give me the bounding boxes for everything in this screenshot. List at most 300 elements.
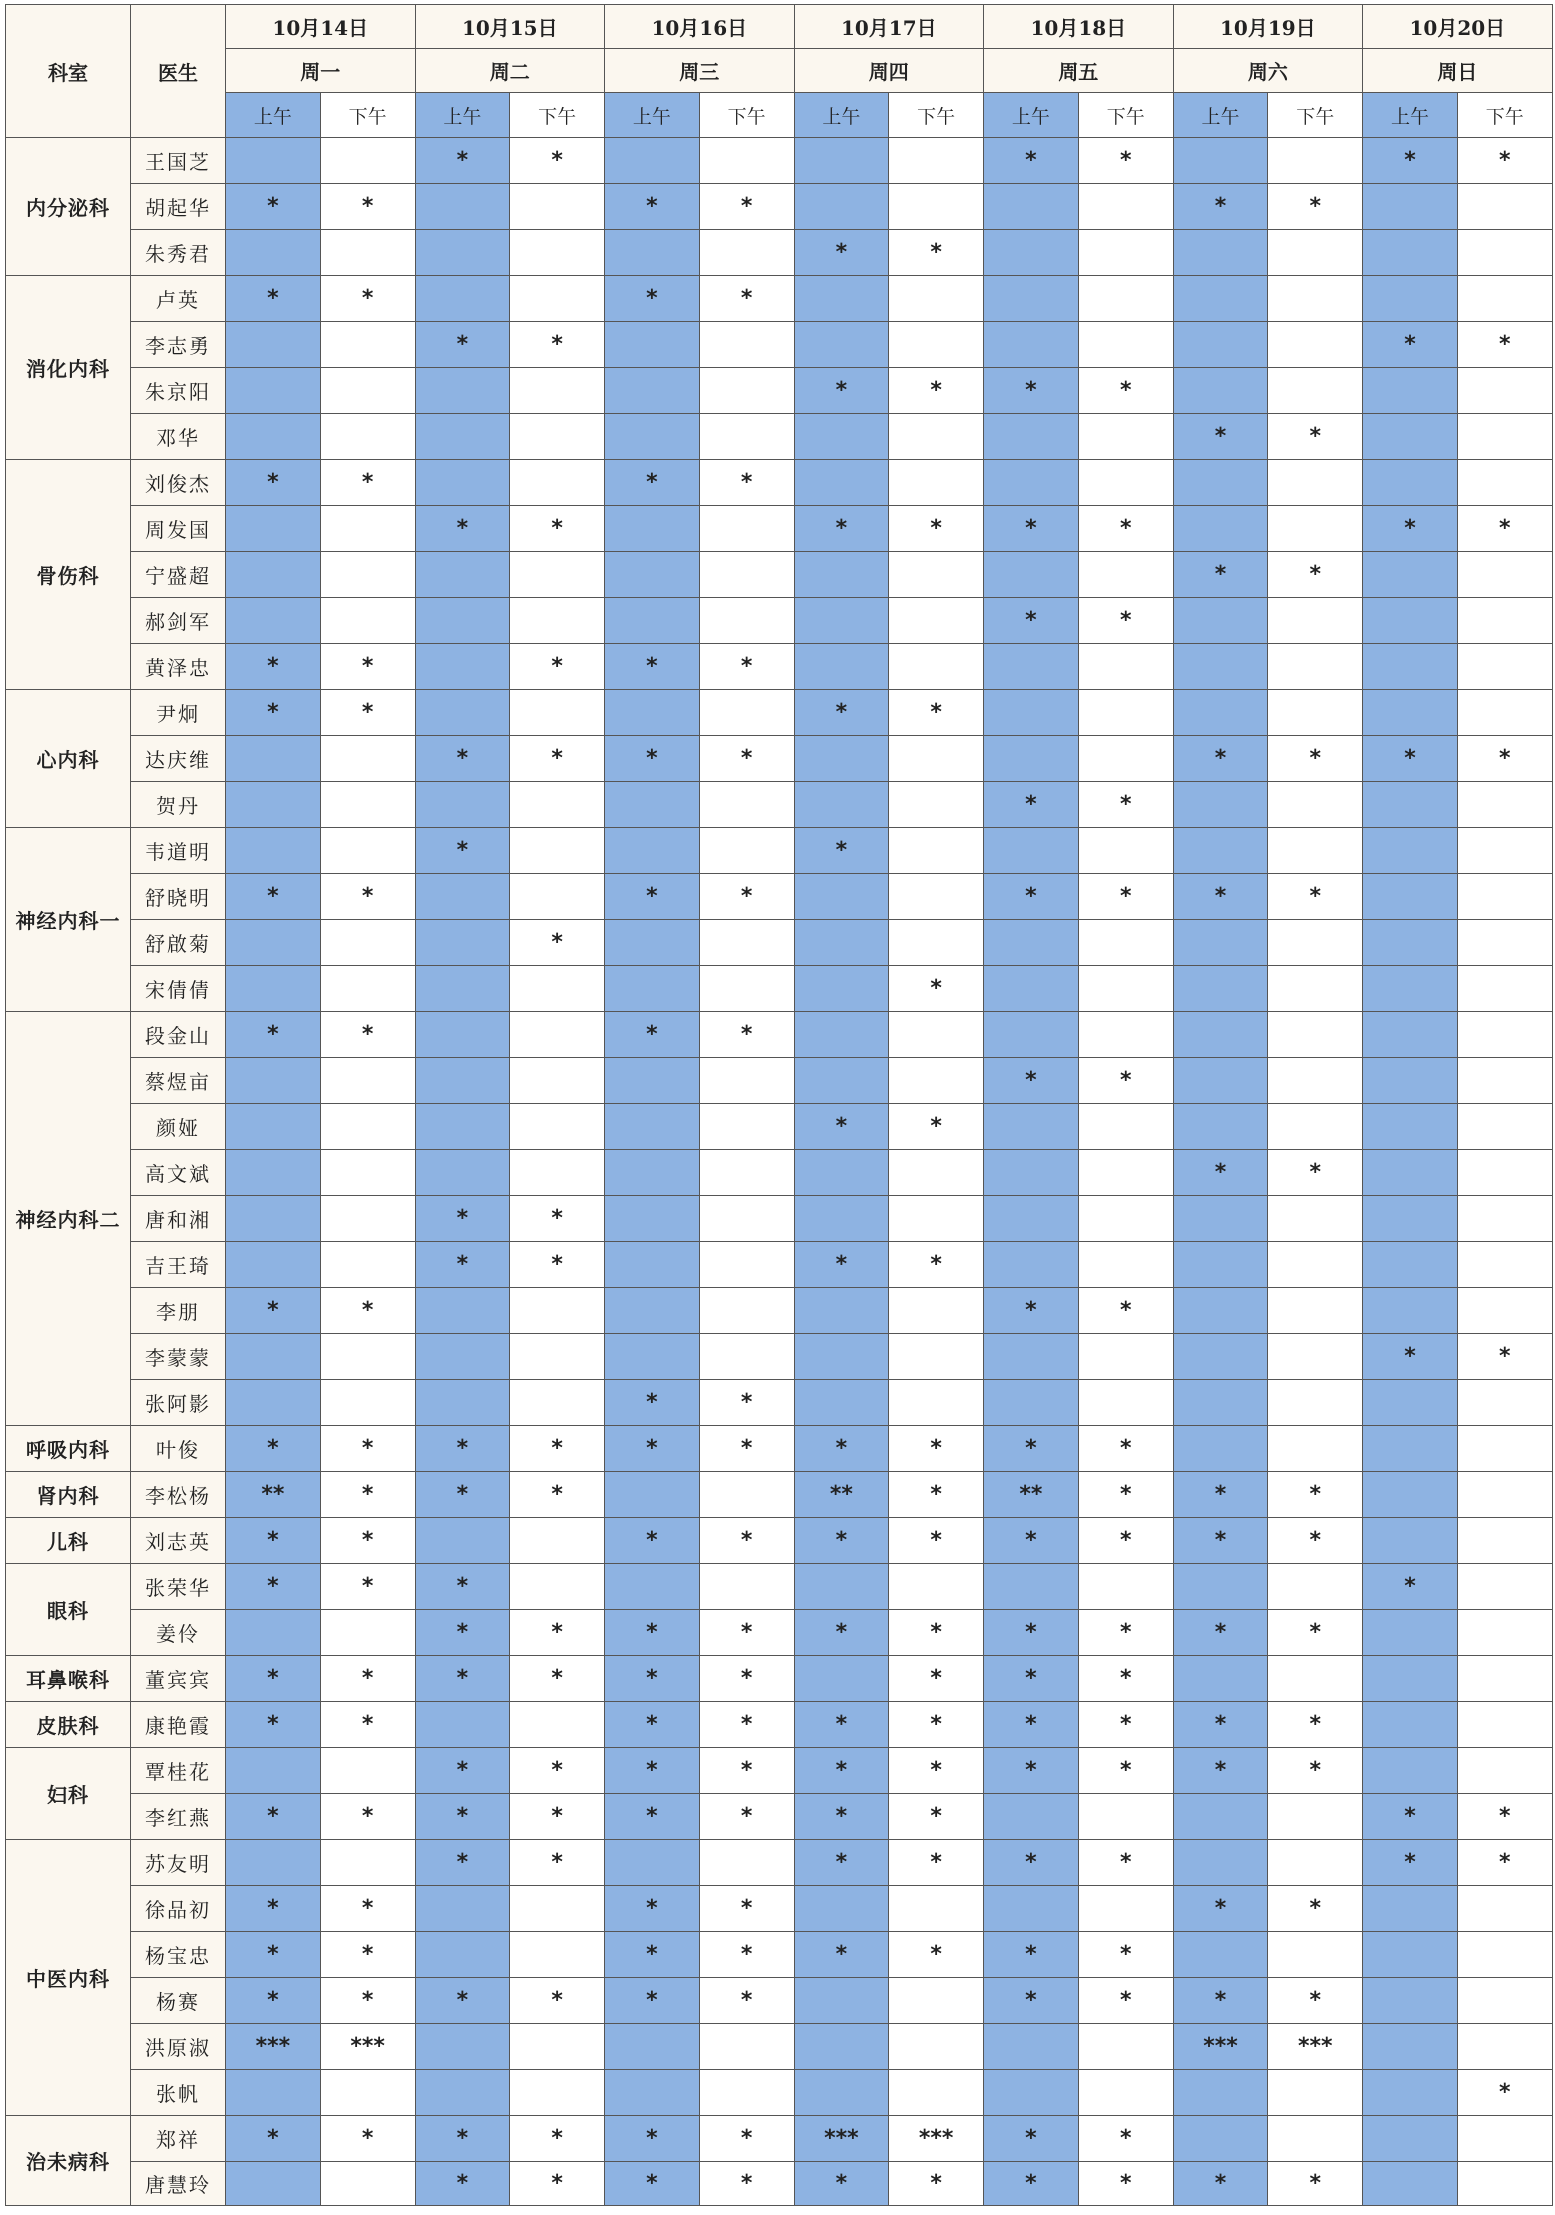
shift-slot [510,598,605,644]
day-date-header: 10月16日 [605,5,795,49]
shift-slot [794,874,889,920]
shift-slot [320,1380,415,1426]
shift-slot: * [984,874,1079,920]
shift-slot [1363,828,1458,874]
shift-slot [889,552,984,598]
shift-slot [699,2070,794,2116]
doctor-name: 王国芝 [131,138,226,184]
shift-slot [1363,368,1458,414]
shift-slot: *** [226,2024,321,2070]
shift-slot [984,1196,1079,1242]
shift-slot: * [415,1978,510,2024]
shift-slot: *** [320,2024,415,2070]
shift-slot: * [1457,138,1552,184]
shift-slot [510,1932,605,1978]
day-weekday-header: 周三 [605,49,795,93]
shift-slot [320,230,415,276]
shift-slot [1457,782,1552,828]
shift-slot [320,1840,415,1886]
shift-slot [226,552,321,598]
shift-slot [889,184,984,230]
shift-slot: * [1078,782,1173,828]
shift-slot [1173,598,1268,644]
doctor-name: 叶俊 [131,1426,226,1472]
shift-slot: * [1363,1840,1458,1886]
doctor-row [6,506,1553,552]
shift-slot [320,1334,415,1380]
morning-header: 上午 [1173,93,1268,138]
shift-slot: * [1173,1150,1268,1196]
shift-slot [699,828,794,874]
shift-slot [226,1196,321,1242]
shift-slot: * [984,368,1079,414]
shift-slot: * [1078,598,1173,644]
shift-slot: * [889,368,984,414]
shift-slot: * [1173,874,1268,920]
shift-slot [1363,276,1458,322]
shift-slot: * [605,276,700,322]
shift-slot: * [605,1932,700,1978]
shift-slot: * [415,138,510,184]
doctor-row [6,1840,1553,1886]
shift-slot: * [1078,506,1173,552]
shift-slot [699,2024,794,2070]
shift-slot: * [1078,1748,1173,1794]
shift-slot [794,1334,889,1380]
shift-slot: * [794,368,889,414]
shift-slot [1268,322,1363,368]
doctor-row [6,1380,1553,1426]
shift-slot [1078,736,1173,782]
shift-slot [1363,2070,1458,2116]
shift-slot: * [889,1840,984,1886]
shift-slot: * [415,1472,510,1518]
shift-slot: * [226,1518,321,1564]
shift-slot [1173,368,1268,414]
doctor-row [6,1012,1553,1058]
shift-slot [1173,1932,1268,1978]
shift-slot [1363,1702,1458,1748]
shift-slot [226,506,321,552]
shift-slot [1078,552,1173,598]
shift-slot: * [510,1472,605,1518]
shift-slot: ** [226,1472,321,1518]
shift-slot [1363,1610,1458,1656]
shift-slot [415,1104,510,1150]
shift-slot: * [889,1104,984,1150]
shift-slot [1173,1380,1268,1426]
shift-slot [510,828,605,874]
shift-slot: * [320,690,415,736]
shift-slot: * [794,828,889,874]
shift-slot [889,598,984,644]
shift-slot: * [699,1748,794,1794]
shift-slot [1078,230,1173,276]
shift-slot [510,2070,605,2116]
shift-slot: * [415,1196,510,1242]
shift-slot: ** [794,1472,889,1518]
doctor-row [6,736,1553,782]
shift-slot: * [984,1058,1079,1104]
shift-slot: * [320,1426,415,1472]
department-name: 肾内科 [6,1472,131,1518]
shift-slot: * [510,138,605,184]
shift-slot [415,414,510,460]
shift-slot [1173,1012,1268,1058]
doctor-name: 张荣华 [131,1564,226,1610]
shift-slot: * [1078,1288,1173,1334]
shift-slot [889,1380,984,1426]
doctor-name: 邓华 [131,414,226,460]
shift-slot [889,138,984,184]
shift-slot: * [1078,1472,1173,1518]
day-date-header: 10月14日 [226,5,416,49]
shift-slot [889,414,984,460]
shift-slot [699,1472,794,1518]
doctor-name: 李朋 [131,1288,226,1334]
shift-slot [226,920,321,966]
shift-slot: * [699,1518,794,1564]
shift-slot [1457,1104,1552,1150]
shift-slot: * [1173,1886,1268,1932]
shift-slot: * [794,1840,889,1886]
shift-slot: * [415,1656,510,1702]
shift-slot: * [510,736,605,782]
shift-slot: * [1078,138,1173,184]
shift-slot: *** [1268,2024,1363,2070]
shift-slot [415,920,510,966]
shift-slot: * [889,1426,984,1472]
shift-slot [1363,1012,1458,1058]
shift-slot [699,1242,794,1288]
shift-slot: * [415,506,510,552]
day-date-header: 10月20日 [1363,5,1553,49]
shift-slot: * [1173,1610,1268,1656]
shift-slot [794,1058,889,1104]
doctor-row [6,460,1553,506]
shift-slot: * [984,1702,1079,1748]
shift-slot: * [320,1656,415,1702]
shift-slot [1268,1380,1363,1426]
shift-slot [889,1012,984,1058]
shift-slot [1363,1932,1458,1978]
shift-slot [1457,1518,1552,1564]
shift-slot: * [510,644,605,690]
shift-slot [984,644,1079,690]
shift-slot [1457,2162,1552,2206]
shift-slot [794,322,889,368]
shift-slot [605,690,700,736]
shift-slot [1363,1196,1458,1242]
shift-slot [1078,1886,1173,1932]
shift-slot [1268,828,1363,874]
shift-slot [889,460,984,506]
shift-slot [1457,966,1552,1012]
shift-slot: * [1173,1748,1268,1794]
doctor-name: 吉王琦 [131,1242,226,1288]
shift-slot [1173,644,1268,690]
shift-slot: * [1457,322,1552,368]
shift-slot: * [1268,1518,1363,1564]
shift-slot [605,322,700,368]
shift-slot [1173,1196,1268,1242]
morning-header: 上午 [226,93,321,138]
shift-slot [984,1886,1079,1932]
shift-slot [984,920,1079,966]
shift-slot: * [699,1702,794,1748]
shift-slot: * [226,2116,321,2162]
day-weekday-header: 周五 [984,49,1174,93]
shift-slot [415,460,510,506]
shift-slot [320,2162,415,2206]
doctor-row [6,1748,1553,1794]
shift-slot [699,322,794,368]
shift-slot [1173,138,1268,184]
dept-header: 科室 [6,5,131,138]
shift-slot [605,138,700,184]
doctor-row [6,2024,1553,2070]
shift-slot: * [415,2162,510,2206]
shift-slot: * [984,1610,1079,1656]
doctor-row [6,1702,1553,1748]
shift-slot [226,1334,321,1380]
shift-slot: * [510,1748,605,1794]
shift-slot [889,276,984,322]
shift-slot [1363,782,1458,828]
shift-slot [415,2024,510,2070]
shift-slot [226,368,321,414]
shift-slot [1078,322,1173,368]
shift-slot: * [1173,1978,1268,2024]
shift-slot [605,1564,700,1610]
shift-slot [1363,230,1458,276]
shift-slot [415,1012,510,1058]
shift-slot [1078,1794,1173,1840]
shift-slot [889,1196,984,1242]
shift-slot [1268,1104,1363,1150]
shift-slot [984,230,1079,276]
shift-slot: * [415,1794,510,1840]
shift-slot: * [889,230,984,276]
shift-slot [510,1058,605,1104]
shift-slot: * [605,1978,700,2024]
shift-slot [1363,1058,1458,1104]
shift-slot [1457,2024,1552,2070]
shift-slot [1078,414,1173,460]
shift-slot [226,414,321,460]
shift-slot: * [1268,1702,1363,1748]
shift-slot [415,552,510,598]
shift-slot: * [1078,1840,1173,1886]
shift-slot [984,1564,1079,1610]
shift-slot [510,690,605,736]
doctor-row [6,1518,1553,1564]
shift-slot: * [889,2162,984,2206]
shift-slot [1173,506,1268,552]
shift-slot [510,414,605,460]
shift-slot [1268,598,1363,644]
shift-slot [1078,644,1173,690]
shift-slot [320,828,415,874]
shift-slot [889,1150,984,1196]
shift-slot [605,230,700,276]
department-name: 皮肤科 [6,1702,131,1748]
department-name: 中医内科 [6,1840,131,2116]
shift-slot: * [699,1656,794,1702]
doctor-name: 朱秀君 [131,230,226,276]
shift-slot: * [699,460,794,506]
shift-slot: * [699,1426,794,1472]
shift-slot [699,966,794,1012]
shift-slot [699,598,794,644]
shift-slot [1173,828,1268,874]
shift-slot [699,690,794,736]
doctor-name: 达庆维 [131,736,226,782]
shift-slot [1268,460,1363,506]
shift-slot: * [320,2116,415,2162]
shift-slot: * [1173,1702,1268,1748]
schedule-body [6,138,1553,2206]
shift-slot: * [794,230,889,276]
doctor-name: 宋倩倩 [131,966,226,1012]
shift-slot [1173,276,1268,322]
shift-slot [984,2024,1079,2070]
shift-slot [794,414,889,460]
shift-slot [794,920,889,966]
shift-slot [1078,2024,1173,2070]
doctor-row [6,690,1553,736]
shift-slot [984,1012,1079,1058]
shift-slot [1268,1334,1363,1380]
doctor-name: 洪原淑 [131,2024,226,2070]
day-weekday-header: 周六 [1173,49,1363,93]
shift-slot: * [1268,736,1363,782]
shift-slot: * [699,736,794,782]
doctor-row [6,1978,1553,2024]
shift-slot: * [605,1886,700,1932]
shift-slot [605,2024,700,2070]
shift-slot [1363,1656,1458,1702]
shift-slot [226,2070,321,2116]
shift-slot [1268,276,1363,322]
shift-slot [320,598,415,644]
department-name: 儿科 [6,1518,131,1564]
doctor-row [6,2070,1553,2116]
shift-slot: * [984,1978,1079,2024]
doctor-row [6,552,1553,598]
shift-slot [1078,828,1173,874]
shift-slot: * [1268,1978,1363,2024]
shift-slot [1457,1196,1552,1242]
doctor-row [6,874,1553,920]
shift-slot [510,184,605,230]
shift-slot [984,184,1079,230]
shift-slot [510,1150,605,1196]
shift-slot: * [984,1518,1079,1564]
shift-slot: * [1363,1794,1458,1840]
shift-slot [1078,1564,1173,1610]
shift-slot: * [320,1564,415,1610]
shift-slot [1457,1380,1552,1426]
shift-slot [699,368,794,414]
shift-slot [1173,1426,1268,1472]
morning-header: 上午 [605,93,700,138]
shift-slot [415,1288,510,1334]
shift-slot [1363,1886,1458,1932]
shift-slot: * [320,1012,415,1058]
shift-slot [1363,598,1458,644]
shift-slot [984,2070,1079,2116]
doctor-row [6,1472,1553,1518]
shift-slot: * [320,1932,415,1978]
doctor-name: 李志勇 [131,322,226,368]
schedule-header [6,5,1553,138]
shift-slot: * [699,2162,794,2206]
doctor-row [6,322,1553,368]
shift-slot: * [415,1242,510,1288]
shift-slot [794,138,889,184]
day-weekday-header: 周日 [1363,49,1553,93]
shift-slot: * [1078,368,1173,414]
shift-slot [794,184,889,230]
shift-slot: * [794,1794,889,1840]
shift-slot: * [1173,1472,1268,1518]
shift-slot: * [889,1242,984,1288]
shift-slot: * [984,1840,1079,1886]
shift-slot: * [415,828,510,874]
shift-slot [605,1472,700,1518]
shift-slot [605,2070,700,2116]
shift-slot [699,1840,794,1886]
shift-slot: * [699,1886,794,1932]
shift-slot [889,1978,984,2024]
shift-slot [1457,1472,1552,1518]
shift-slot [1268,920,1363,966]
shift-slot [1457,184,1552,230]
department-name: 呼吸内科 [6,1426,131,1472]
doctor-row [6,966,1553,1012]
shift-slot [1268,2116,1363,2162]
shift-slot [415,1518,510,1564]
shift-slot [699,1564,794,1610]
doctor-name: 苏友明 [131,1840,226,1886]
shift-slot [320,414,415,460]
shift-slot [1457,1242,1552,1288]
shift-slot [1173,1840,1268,1886]
shift-slot [1268,966,1363,1012]
shift-slot: * [226,1288,321,1334]
shift-slot [1078,184,1173,230]
doctor-name: 徐品初 [131,1886,226,1932]
shift-slot [1078,690,1173,736]
morning-header: 上午 [415,93,510,138]
shift-slot [1268,1426,1363,1472]
doctor-row [6,1564,1553,1610]
shift-slot [699,230,794,276]
doctor-row [6,414,1553,460]
shift-slot: * [1457,1334,1552,1380]
afternoon-header: 下午 [1457,93,1552,138]
shift-slot [510,966,605,1012]
shift-slot [605,368,700,414]
doctor-name: 尹炯 [131,690,226,736]
shift-slot [1363,920,1458,966]
shift-slot [1457,368,1552,414]
shift-slot [320,1058,415,1104]
shift-slot: * [226,460,321,506]
shift-slot: * [1078,874,1173,920]
shift-slot: * [510,1196,605,1242]
